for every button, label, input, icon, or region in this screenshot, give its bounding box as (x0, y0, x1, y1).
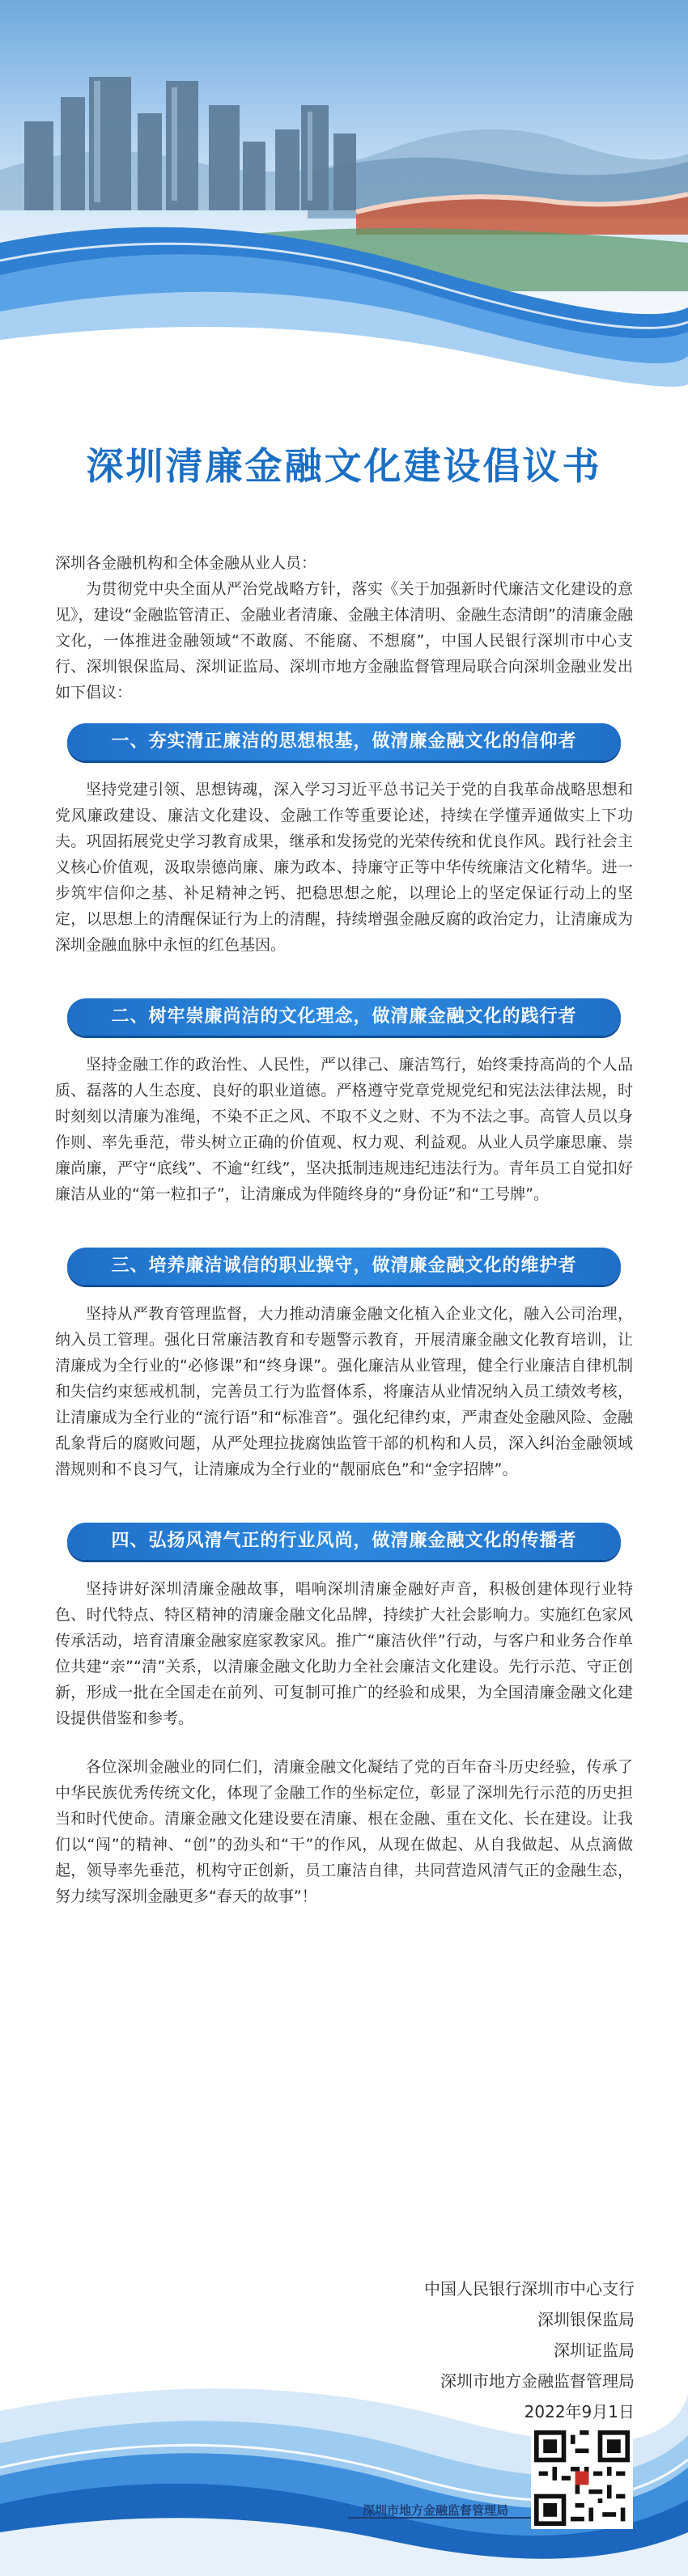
section-body-4: 坚持讲好深圳清廉金融故事，唱响深圳清廉金融好声音，积极创建体现行业特色、时代特点、特区精神的清廉金融文化品牌，持续扩大社会影响力。实施红色家风传承活动，培育清廉金融家庭家教家风。推广“廉洁伙伴”行动，与客户和业务合作单位共建“亲”“清”关系，以清廉金融文化助力全社会廉洁文化建设。先行示范、守正创新，形成一批在全国走在前列、可复制可推广的经验和成果，为全国清廉金融文化建设提供借鉴和参考。 (55, 1580, 633, 1727)
section-body-3: 坚持从严教育管理监督，大力推动清廉金融文化植入企业文化，融入公司治理，纳入员工管理。强化日常廉洁教育和专题警示教育，开展清廉金融文化教育培训，让清廉成为全行业的“必修课”和“终身课”。强化廉洁从业管理，健全行业廉洁自律机制和失信约束惩戒机制，完善员工行为监督体系，将廉洁从业情况纳入员工绩效考核，让清廉成为全行业的“流行语”和“标准音”。强化纪律约束，严肃查处金融风险、金融乱象背后的腐败问题，从严处理拉拢腐蚀监管干部的机构和人员，深入纠治金融领域潜规则和不良习气，让清廉成为全行业的“靓丽底色”和“金字招牌”。 (55, 1305, 633, 1478)
intro-paragraph: 为贯彻党中央全面从严治党战略方针，落实《关于加强新时代廉洁文化建设的意见》，建设“金融监管清正、金融业者清廉、金融主体清明、金融生态清朗”的清廉金融文化，一体推进金融领域“不敢腐、不能腐、不想腐”，中国人民银行深圳市中心支行、深圳银保监局、深圳证监局、深圳市地方金融监督管理局联合向深圳金融业发出如下倡议： (55, 580, 633, 701)
section-heading-2: 二、树牢崇廉尚洁的文化理念，做清廉金融文化的践行者 (67, 998, 621, 1036)
section-heading-3: 三、培养廉洁诚信的职业操守，做清廉金融文化的维护者 (67, 1248, 621, 1285)
city-skyline-illustration (0, 0, 688, 388)
signatory-csrc: 深圳证监局 (554, 2341, 635, 2360)
document-body (55, 550, 633, 1909)
issue-date: 2022年9月1日 (524, 2402, 635, 2421)
qr-code[interactable] (531, 2427, 633, 2529)
salutation: 深圳各金融机构和全体金融从业人员： (55, 554, 317, 572)
hero-banner (0, 0, 688, 388)
signatory-pboc: 中国人民银行深圳市中心支行 (424, 2279, 635, 2298)
page-title: 深圳清廉金融文化建设倡议书 (86, 444, 602, 488)
signatory-financial-bureau: 深圳市地方金融监督管理局 (440, 2371, 635, 2391)
section-heading-4: 四、弘扬风清气正的行业风尚，做清廉金融文化的传播者 (67, 1523, 621, 1560)
section-heading-1: 一、夯实清正廉洁的思想根基，做清廉金融文化的信仰者 (67, 723, 621, 761)
closing-paragraph: 各位深圳金融业的同仁们，清廉金融文化凝结了党的百年奋斗历史经验，传承了中华民族优秀传统文化，体现了金融工作的坐标定位，彰显了深圳先行示范的历史担当和时代使命。清廉金融文化建设要在清廉、根在金融、重在文化、长在建设。让我们以“闯”的精神、“创”的劲头和“干”的作风，从现在做起、从自我做起、从点滴做起，领导率先垂范，机构守正创新，员工廉洁自律，共同营造风清气正的金融生态，努力续写深圳金融更多“春天的故事”！ (55, 1758, 633, 1905)
section-body-2: 坚持金融工作的政治性、人民性，严以律己、廉洁笃行，始终秉持高尚的个人品质、磊落的人生态度、良好的职业道德。严格遵守党章党规党纪和宪法法律法规，时时刻刻以清廉为准绳，不染不正之风、不取不义之财、不为不法之事。高管人员以身作则、率先垂范，带头树立正确的价值观、权力观、利益观。从业人员学廉思廉、崇廉尚廉，严守“底线”、不逾“红线”，坚决抵制违规违纪违法行为。青年员工自觉扣好廉洁从业的“第一粒扣子”，让清廉成为伴随终身的“身份证”和“工号牌”。 (55, 1056, 633, 1203)
footer-issuer-label: 深圳市地方金融监督管理局 (363, 2503, 509, 2518)
section-body-1: 坚持党建引领、思想铸魂，深入学习习近平总书记关于党的自我革命战略思想和党风廉政建设、廉洁文化建设、金融工作等重要论述，持续在学懂弄通做实上下功夫。巩固拓展党史学习教育成果，继承和发扬党的光荣传统和优良作风。践行社会主义核心价值观，汲取崇德尚廉、廉为政本、持廉守正等中华传统廉洁文化精华。进一步筑牢信仰之基、补足精神之钙、把稳思想之舵，以理论上的坚定保证行动上的坚定，以思想上的清醒保证行为上的清醒，持续增强金融反腐的政治定力，让清廉成为深圳金融血脉中永恒的红色基因。 (55, 781, 633, 954)
signatory-cbirc: 深圳银保监局 (537, 2310, 635, 2329)
